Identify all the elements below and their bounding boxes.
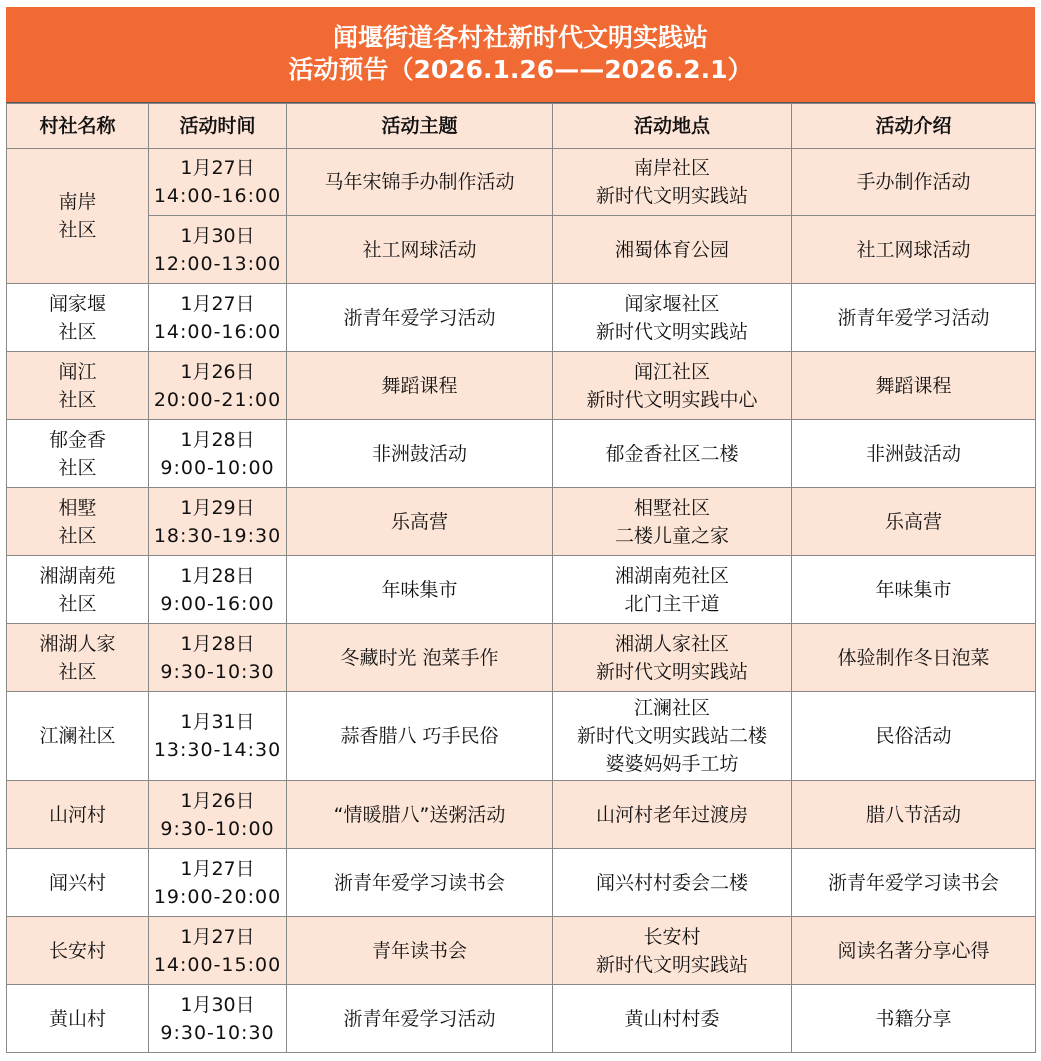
time-cell[interactable] — [149, 284, 287, 352]
time-range-text: 13:30-14:30 — [153, 739, 282, 761]
intro-cell[interactable]: 腊八节活动 — [792, 781, 1036, 849]
theme-cell[interactable]: 非洲鼓活动 — [287, 420, 553, 488]
time-cell[interactable] — [149, 352, 287, 420]
theme-cell[interactable]: 冬藏时光 泡菜手作 — [287, 624, 553, 692]
intro-cell[interactable]: 乐高营 — [792, 488, 1036, 556]
table-row — [7, 352, 1036, 420]
intro-cell[interactable]: 非洲鼓活动 — [792, 420, 1036, 488]
date-text: 1月31日 — [180, 711, 255, 733]
column-header-theme[interactable]: 活动主题 — [287, 104, 553, 149]
time-cell[interactable] — [149, 420, 287, 488]
theme-cell[interactable]: 舞蹈课程 — [287, 352, 553, 420]
intro-cell[interactable]: 舞蹈课程 — [792, 352, 1036, 420]
date-text: 1月28日 — [180, 632, 255, 655]
table-row — [7, 284, 1036, 352]
place-cell[interactable]: 湘湖人家社区 新时代文明实践站 — [553, 624, 792, 692]
theme-cell[interactable]: 蒜香腊八 巧手民俗 — [287, 692, 553, 781]
place-cell[interactable]: 山河村老年过渡房 — [553, 781, 792, 849]
time-range-text: 12:00-13:00 — [153, 252, 282, 275]
theme-cell[interactable]: 年味集市 — [287, 556, 553, 624]
table-row — [7, 149, 1036, 216]
time-cell[interactable] — [149, 488, 287, 556]
table-row — [7, 985, 1036, 1053]
table-body — [7, 149, 1036, 1053]
community-cell[interactable]: 郁金香 社区 — [7, 420, 149, 488]
table-row — [7, 917, 1036, 985]
place-cell[interactable]: 湘湖南苑社区 北门主干道 — [553, 556, 792, 624]
date-text: 1月29日 — [180, 496, 255, 519]
intro-cell[interactable]: 手办制作活动 — [792, 149, 1036, 216]
column-header-time[interactable]: 活动时间 — [149, 104, 287, 149]
time-cell[interactable] — [149, 692, 287, 781]
date-text: 1月26日 — [180, 360, 255, 383]
activity-table — [6, 103, 1036, 1053]
community-cell[interactable]: 南岸 社区 — [7, 149, 149, 284]
column-header-place[interactable]: 活动地点 — [553, 104, 792, 149]
time-cell[interactable] — [149, 624, 287, 692]
theme-cell[interactable]: 乐高营 — [287, 488, 553, 556]
date-text: 1月30日 — [180, 993, 255, 1016]
time-cell[interactable] — [149, 216, 287, 284]
table-row — [7, 556, 1036, 624]
time-cell[interactable] — [149, 556, 287, 624]
time-range-text: 9:30-10:30 — [160, 1021, 275, 1044]
place-cell[interactable]: 闻兴村村委会二楼 — [553, 849, 792, 917]
date-text: 1月28日 — [180, 564, 255, 587]
time-range-text: 9:30-10:30 — [160, 660, 275, 683]
place-cell[interactable]: 郁金香社区二楼 — [553, 420, 792, 488]
date-text: 1月27日 — [180, 925, 255, 948]
theme-cell[interactable]: 浙青年爱学习活动 — [287, 284, 553, 352]
table-row — [7, 849, 1036, 917]
community-cell[interactable]: 长安村 — [7, 917, 149, 985]
time-cell[interactable] — [149, 917, 287, 985]
date-text: 1月26日 — [180, 789, 255, 812]
theme-cell[interactable]: 浙青年爱学习活动 — [287, 985, 553, 1053]
theme-cell[interactable]: 青年读书会 — [287, 917, 553, 985]
community-cell[interactable]: 相墅 社区 — [7, 488, 149, 556]
intro-cell[interactable]: 阅读名著分享心得 — [792, 917, 1036, 985]
header-row — [7, 104, 1036, 149]
table-row — [7, 692, 1036, 781]
time-range-text: 14:00-16:00 — [153, 185, 282, 207]
theme-cell[interactable]: 浙青年爱学习读书会 — [287, 849, 553, 917]
community-cell[interactable]: 闻兴村 — [7, 849, 149, 917]
column-header-intro[interactable]: 活动介绍 — [792, 104, 1036, 149]
place-cell[interactable]: 江澜社区 新时代文明实践站二楼 婆婆妈妈手工坊 — [553, 692, 792, 781]
time-range-text: 14:00-15:00 — [153, 953, 282, 976]
title-banner[interactable] — [6, 7, 1035, 103]
place-cell[interactable]: 南岸社区 新时代文明实践站 — [553, 149, 792, 216]
time-cell[interactable] — [149, 149, 287, 216]
date-text: 1月27日 — [180, 857, 255, 880]
place-cell[interactable]: 黄山村村委 — [553, 985, 792, 1053]
community-cell[interactable]: 山河村 — [7, 781, 149, 849]
intro-cell[interactable]: 浙青年爱学习读书会 — [792, 849, 1036, 917]
intro-cell[interactable]: 年味集市 — [792, 556, 1036, 624]
theme-cell[interactable]: 社工网球活动 — [287, 216, 553, 284]
table-row — [7, 781, 1036, 849]
community-cell[interactable]: 黄山村 — [7, 985, 149, 1053]
table-row — [7, 624, 1036, 692]
community-cell[interactable]: 江澜社区 — [7, 692, 149, 781]
date-text: 1月28日 — [180, 428, 255, 451]
place-cell[interactable]: 闻江社区 新时代文明实践中心 — [553, 352, 792, 420]
place-cell[interactable]: 长安村 新时代文明实践站 — [553, 917, 792, 985]
time-range-text: 9:00-10:00 — [160, 456, 275, 479]
theme-cell[interactable]: “情暖腊八”送粥活动 — [287, 781, 553, 849]
time-range-text: 9:00-16:00 — [160, 592, 275, 615]
title-line-1: 闻堰街道各村社新时代文明实践站 — [332, 23, 708, 52]
time-range-text: 20:00-21:00 — [153, 388, 282, 411]
date-text: 1月27日 — [180, 292, 255, 315]
intro-cell[interactable]: 浙青年爱学习活动 — [792, 284, 1036, 352]
date-text: 1月27日 — [180, 157, 255, 179]
time-range-text: 19:00-20:00 — [153, 885, 282, 908]
place-cell[interactable]: 闻家堰社区 新时代文明实践站 — [553, 284, 792, 352]
time-cell[interactable] — [149, 781, 287, 849]
date-text: 1月30日 — [180, 224, 255, 247]
title-line-2: 活动预告（2026.1.26——2026.2.1） — [288, 55, 753, 84]
intro-cell[interactable]: 社工网球活动 — [792, 216, 1036, 284]
time-cell[interactable] — [149, 849, 287, 917]
time-cell[interactable] — [149, 985, 287, 1053]
place-cell[interactable]: 湘蜀体育公园 — [553, 216, 792, 284]
table-row — [7, 488, 1036, 556]
place-cell[interactable]: 相墅社区 二楼儿童之家 — [553, 488, 792, 556]
community-cell[interactable]: 湘湖南苑 社区 — [7, 556, 149, 624]
table-row — [7, 216, 1036, 284]
table-row — [7, 420, 1036, 488]
intro-cell[interactable]: 书籍分享 — [792, 985, 1036, 1053]
intro-cell[interactable]: 民俗活动 — [792, 692, 1036, 781]
time-range-text: 9:30-10:00 — [160, 817, 275, 840]
community-cell[interactable]: 湘湖人家 社区 — [7, 624, 149, 692]
time-range-text: 14:00-16:00 — [153, 320, 282, 343]
column-header-community[interactable]: 村社名称 — [7, 104, 149, 149]
theme-cell[interactable]: 马年宋锦手办制作活动 — [287, 149, 553, 216]
community-cell[interactable]: 闻家堰 社区 — [7, 284, 149, 352]
community-cell[interactable]: 闻江 社区 — [7, 352, 149, 420]
intro-cell[interactable]: 体验制作冬日泡菜 — [792, 624, 1036, 692]
time-range-text: 18:30-19:30 — [153, 524, 282, 547]
